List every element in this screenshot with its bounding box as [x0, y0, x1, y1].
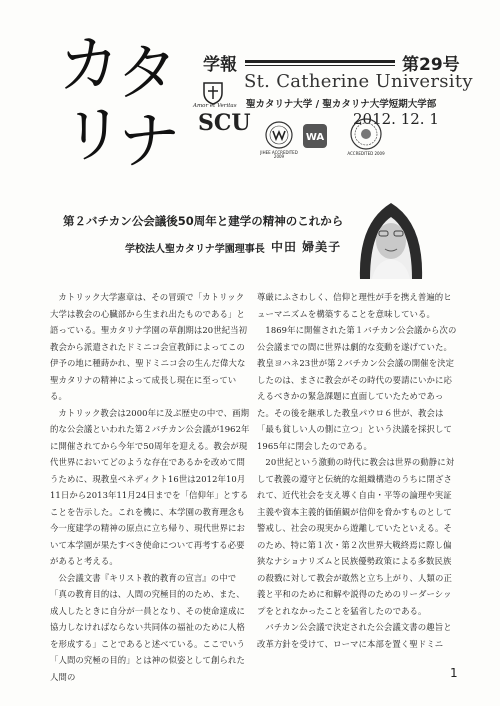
author-name: 中田 婦美子	[271, 240, 342, 254]
bulletin-label: 学報	[203, 55, 237, 75]
badge-caption: ACCREDITED 2009	[347, 151, 385, 156]
university-name-en: St. Catherine University	[244, 71, 473, 92]
scu-logo: SCU	[198, 110, 251, 136]
kana-na: ナ	[118, 104, 177, 177]
kana-ri: リ	[62, 98, 121, 171]
header-rule	[245, 60, 395, 63]
article-body-right	[257, 289, 459, 652]
paragraph: 尊厳にふさわしく、信仰と理性が手を携え普遍的ヒューマニズムを構築することを意味している。	[257, 292, 452, 319]
motto: Amor et Veritas	[193, 103, 237, 109]
paragraph: 1869年に開催された第１バチカン公会議から次の公会議までの間に世界は劇的な変動を遂げていた。教皇ヨハネ23世が第２バチカン公会議の開催を決定したのは、まさに教会がその時代の要請にいかに応えるべきかの緊急課題に直面していたためであった。その後を継承した教皇パウロ６世が、教会は「最も貧しい人の側に立つ」という決議を採択して1965年に閉会したのである。	[257, 325, 457, 451]
wa-seal-icon	[302, 123, 328, 149]
article-body-left	[50, 289, 252, 685]
paragraph: カトリック大学憲章は、その冒頭で「カトリック大学は教会の心臓部から生まれ出たものである」と語っている。聖カタリナ学園の草創期は20世紀当初教会から派遣されたドミニコ会宣教師によってこの伊予の地に種蒔かれ、聖ドミニコ会の生んだ偉大な聖カタリナの精神によって成長し現在に至っている。	[50, 292, 248, 401]
paragraph: 20世紀という激動の時代に教会は世界の動静に対して教義の遵守と伝統的な組織構造のうちに閉ざされて、近代社会を支え導く自由・平等の論理や実証主義や資本主義的価値観が信仰を脅かすものとして警戒し、社会の現実から遊離していたといえる。そのため、特に第１次・第２次世界大戦終焉に際し偏狭なナショナリズムと民族優勢政策による多数民族の殺戮に対して教会が敢然と立ち上がり、人類の正義と平和のために和解や説得のためのリーダーシップをとれなかったことを猛省したのである。	[257, 457, 455, 616]
page-number: 1	[450, 666, 458, 680]
accreditation-seal-icon	[264, 120, 294, 150]
paragraph: 公会議文書『キリスト教的教育の宣言』の中で「真の教育目的は、人間の究極目的のため、また、成人したときに自分が一員となり、その使命達成に協力しなければならない共同体の福祉のために人格を形成する」ことであると述べている。ここでいう「人間の究極の目的」とは神の似姿として創られた人間の	[50, 572, 245, 682]
accreditation-badge-icon	[349, 117, 383, 151]
issue-number: 第29号	[402, 55, 460, 75]
kana-ta: タ	[116, 36, 175, 109]
paragraph: バチカン公会議で決定された公会議文書の趣旨と改革方針を受けて、ローマに本部を置く聖ドミニ	[257, 622, 452, 649]
author-portrait	[352, 193, 430, 279]
svg-text:WA: WA	[305, 132, 325, 143]
kana-ka: カ	[58, 28, 117, 101]
article-title: 第２バチカン公会議後50周年と建学の精神のこれから	[63, 214, 344, 228]
issue-date: 2012. 12. 1	[353, 110, 439, 128]
header-rule-thin	[245, 65, 395, 66]
seal-caption: JIHEE ACCREDITED 2009	[260, 150, 298, 160]
masthead-kana-logo	[58, 28, 188, 177]
paragraph: カトリック教会は2000年に及ぶ歴史の中で、画期的な公会議といわれた第２バチカン公会議が1962年に開催されてから今年で50周年を迎える。教会が現代世界においてどのような存在であるかを改めて問うために、現教皇ベネディクト16世は2012年10月11日から2013年11月24日までを「信仰年」とすることを告示した。これを機に、本学園の教育理念も今一度建学の精神の原点に立ち帰り、現代世界において本学園が果たすべき使命について再考する必要があると考える。	[50, 407, 250, 566]
author-role: 学校法人聖カタリナ学園理事長	[125, 244, 265, 255]
university-name-jp: 聖カタリナ大学 / 聖カタリナ大学短期大学部	[246, 99, 437, 110]
